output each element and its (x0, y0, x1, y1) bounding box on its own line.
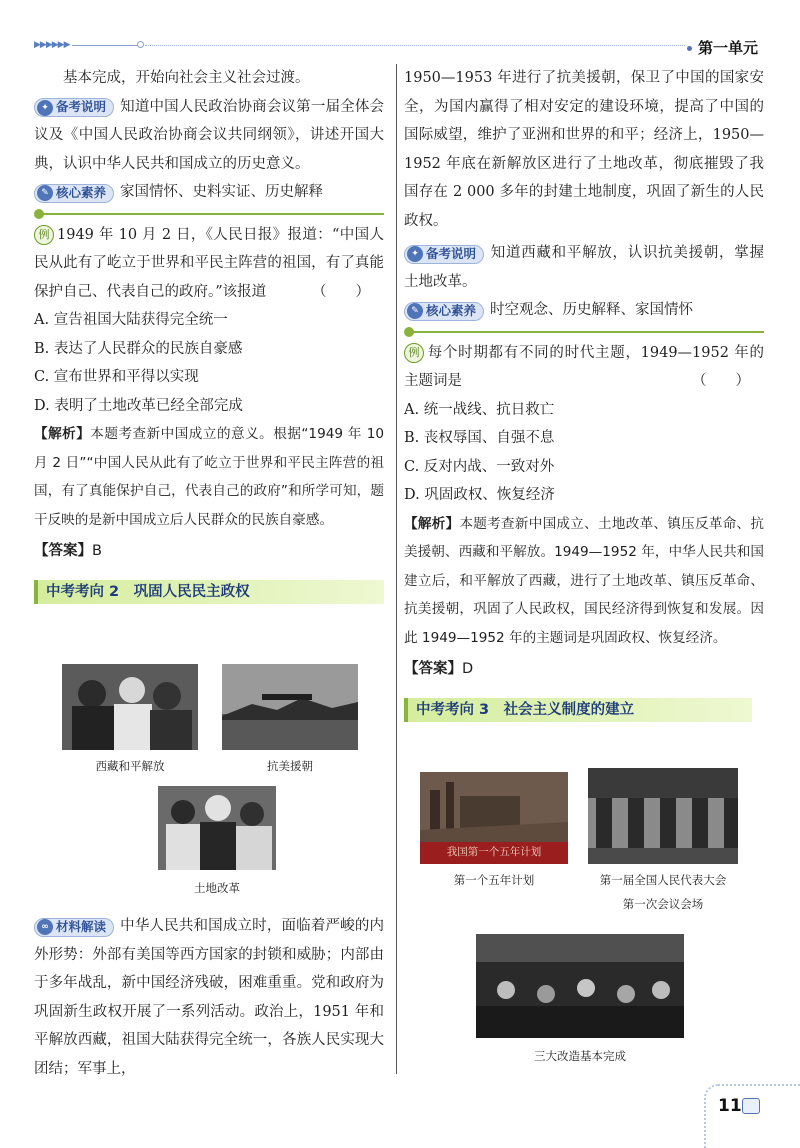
material-continuation: 1950—1953 年进行了抗美援朝，保卫了中国的国家安全，为国内赢得了相对安定的建设环境，提高了中国的国际威望，维护了亚洲和世界的和平；经济上，1950—1952 年底在新解放区进行了土地改革，彻底摧毁了我国存在 2 000 多年的封建土地制度，巩固了新生的人民政权。 (404, 70, 764, 229)
material-reading: ∞ 材料解读 中华人民共和国成立时，面临着严峻的内外形势：外部有美国等西方国家的封锁和威胁；内部由于多年战乱，新中国经济残破，困难重重。党和政府为巩固新生政权开展了一系列活动。政治上，1951 年和平解放西藏，祖国大陆获得完全统一，各族人民实现大团结；军事上， (34, 918, 384, 1077)
column-divider (396, 64, 397, 1074)
caption-npc-line1: 第一届全国人民代表大会 (599, 873, 727, 887)
lightbulb-icon: ✦ (37, 100, 53, 116)
material-block (34, 912, 384, 1083)
caption-korea: 抗美援朝 (267, 759, 313, 773)
core-literacy-tag: ✎ 核心素养 (404, 302, 484, 321)
option-a: A. 统一战线、抗日救亡 (404, 401, 555, 418)
unit-title: 第一单元 (687, 37, 758, 58)
photo-land-reform (158, 786, 276, 870)
example-2-analysis: 【解析】本题考查新中国成立、土地改革、镇压反革命、抗美援朝、西藏和平解放。1949—1952 年，中华人民共和国建立后，和平解放了西藏，进行了土地改革、镇压反革命、抗美援朝，巩固了人民政权，国民经济得到恢复和发展。因此 1949—1952 年的主题词是巩固政权、恢复经济。 (404, 515, 765, 646)
section-heading-2: 中考考向 2 巩固人民民主政权 (34, 580, 384, 604)
example-divider (34, 209, 384, 219)
option-a: A. 宣告祖国大陆获得完全统一 (34, 312, 228, 328)
section-heading-3: 中考考向 3 社会主义制度的建立 (404, 698, 752, 722)
photo-five-year-plan (420, 772, 568, 864)
page-corner-decoration (704, 1084, 800, 1148)
caption-tibet: 西藏和平解放 (95, 759, 165, 773)
option-c: C. 反对内战、一致对外 (404, 458, 555, 475)
header-dotted-rule (145, 45, 685, 46)
caption-five-year-plan: 第一个五年计划 (453, 873, 535, 887)
example-badge-icon: 例 (404, 343, 424, 363)
material-tag: ∞ 材料解读 (34, 918, 114, 937)
core-literacy-1: ✎ 核心素养 家国情怀、史料实证、历史解释 (34, 178, 384, 207)
header-dot (137, 41, 144, 48)
example-divider (404, 327, 764, 337)
exam-note-2: ✦ 备考说明 知道西藏和平解放，认识抗美援朝，掌握土地改革。 (404, 245, 764, 290)
example-2-question: 例 每个时期都有不同的时代主题，1949—1952 年的主题词是 （ ） (404, 344, 764, 389)
book-icon (742, 1098, 760, 1114)
caption-npc-line2: 第一次会议会场 (622, 897, 704, 911)
exam-note-tag: ✦ 备考说明 (34, 98, 114, 117)
photo-tibet-liberation (62, 664, 198, 750)
lightbulb-icon: ✦ (407, 246, 423, 262)
header-rule (72, 45, 138, 46)
pen-icon: ✎ (407, 303, 423, 319)
plan-banner-text: 我国第一个五年计划 (446, 846, 542, 858)
option-d: D. 表明了土地改革已经全部完成 (34, 397, 243, 414)
exam-note-tag: ✦ 备考说明 (404, 245, 484, 264)
page-number: 11 (718, 1096, 742, 1116)
caption-land-reform: 土地改革 (194, 881, 240, 895)
example-1-question: 例 1949 年 10 月 2 日，《人民日报》报道：“中国人民从此有了屹立于世界和平民主阵营的祖国，有了真能保护自己、代表自己的政府。”该报道 （ ） (34, 226, 384, 300)
example-2-answer: 【答案】D (404, 661, 474, 677)
intro-line: 基本完成，开始向社会主义社会过渡。 (63, 70, 310, 86)
core-literacy-2: ✎ 核心素养 时空观念、历史解释、家国情怀 (404, 296, 764, 325)
link-icon: ∞ (37, 919, 53, 935)
option-c: C. 宣布世界和平得以实现 (34, 369, 199, 385)
example-badge-icon: 例 (34, 225, 54, 245)
photo-npc-hall (588, 768, 738, 864)
photo-socialist-transformation (476, 934, 684, 1038)
caption-socialist-transformation: 三大改造基本完成 (534, 1049, 626, 1063)
right-column (404, 64, 764, 722)
example-1-answer: 【答案】B (34, 543, 102, 559)
example-1-analysis: 【解析】本题考查新中国成立的意义。根据“1949 年 10 月 2 日”“中国人民从此有了屹立于世界和平民主阵营的祖国，有了真能保护自己，代表自己的政府”和所学可知，题干反映的是新中国成立后人民群众的民族自豪感。 (34, 426, 385, 528)
exam-note-1: ✦ 备考说明 知道中国人民政治协商会议第一届全体会议及《中国人民政治协商会议共同纲领》，讲述开国大典，认识中华人民共和国成立的历史意义。 (34, 98, 384, 172)
pen-icon: ✎ (37, 185, 53, 201)
header-arrows: ▶▶▶▶▶▶ (34, 40, 70, 50)
option-d: D. 巩固政权、恢复经济 (404, 487, 555, 503)
option-b: B. 表达了人民群众的民族自豪感 (34, 340, 243, 357)
core-literacy-tag: ✎ 核心素养 (34, 184, 114, 203)
option-b: B. 丧权辱国、自强不息 (404, 430, 555, 446)
photo-korea-war (222, 664, 358, 750)
left-column (34, 64, 384, 604)
